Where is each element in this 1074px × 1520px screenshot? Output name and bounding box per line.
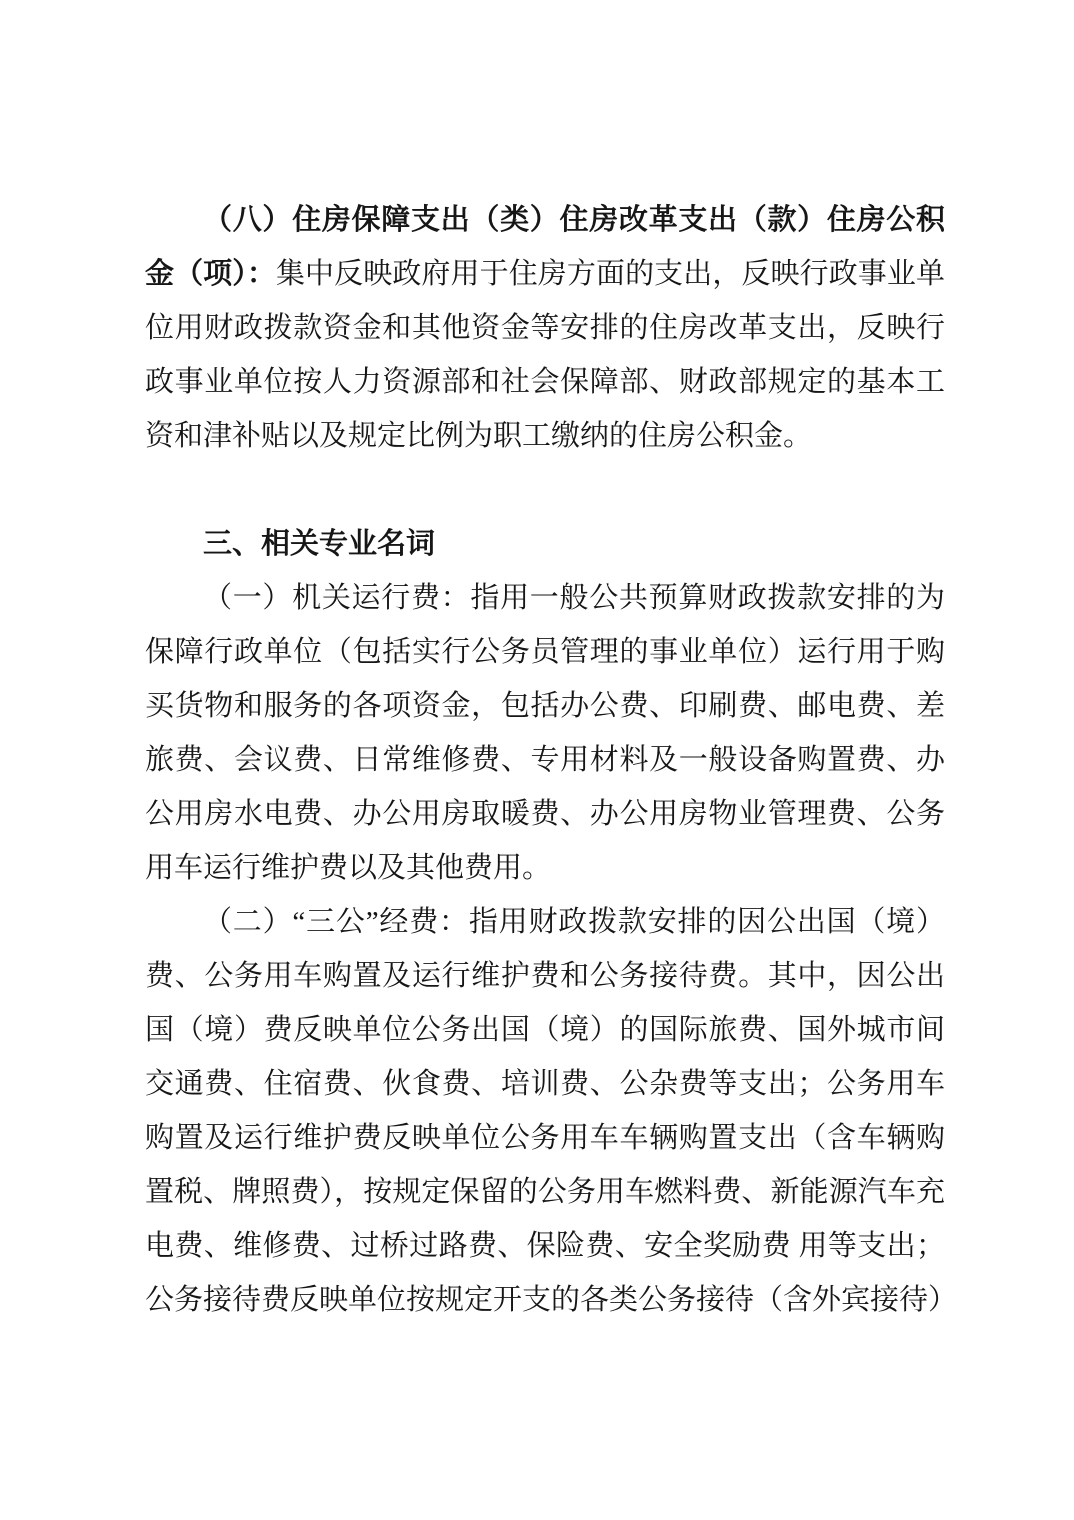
section-heading-related-terms: 三、相关专业名词 <box>203 528 436 560</box>
paragraph-housing-fund-body: 集中反映政府用于住房方面的支出，反映行政事业单位用财政拨款资金和其他资金等安排的住房改革支出，反映行政事业单位按人力资源部和社会保障部、财政部规定的基本工资和津补贴以及规定比例为职工缴纳的住房公积金。 <box>145 258 945 452</box>
paragraph-agency-operating-cost: （一）机关运行费：指用一般公共预算财政拨款安排的为保障行政单位（包括实行公务员管理的事业单位）运行用于购买货物和服务的各项资金，包括办公费、印刷费、邮电费、差旅费、会议费、日常维修费、专用材料及一般设备购置费、办公用房水电费、办公用房取暖费、办公用房物业管理费、公务用车运行维护费以及其他费用。 <box>145 582 945 884</box>
paragraph-housing-fund-lead: （八）住房保障支出（类）住房改革支出（款）住房公积金（项）： <box>145 204 945 290</box>
paragraph-three-public-expenses: （二）“三公”经费：指用财政拨款安排的因公出国（境）费、公务用车购置及运行维护费和公务接待费。其中，因公出国（境）费反映单位公务出国（境）的国际旅费、国外城市间交通费、住宿费、伙食费、培训费、公杂费等支出；公务用车购置及运行维护费反映单位公务用车车辆购置支出（含车辆购置税、牌照费），按规定保留的公务用车燃料费、新能源汽车充电费、维修费、过桥过路费、保险费、安全奖励费 用等支出；公务接待费反映单位按规定开支的各类公务接待（含外宾接待） <box>145 906 958 1316</box>
paragraph-housing-fund <box>145 193 945 463</box>
